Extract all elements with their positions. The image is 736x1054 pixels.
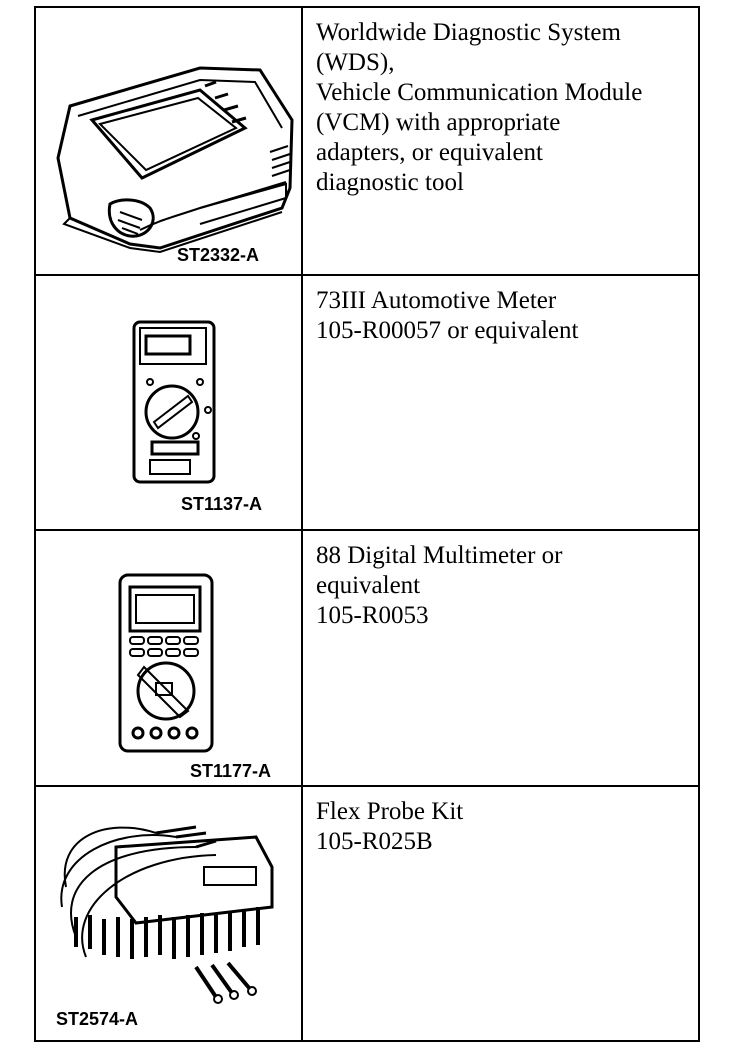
tool-description-cell bbox=[303, 8, 698, 274]
table-row bbox=[36, 276, 698, 531]
tool-illustration-cell bbox=[36, 276, 303, 529]
table-row bbox=[36, 8, 698, 276]
flex-probe-kit-icon bbox=[46, 797, 296, 1007]
tool-description: 73III Automotive Meter 105-R00057 or equivalent bbox=[316, 287, 579, 344]
tool-description-cell bbox=[303, 787, 698, 1040]
special-tools-table bbox=[34, 6, 700, 1042]
tool-description-cell bbox=[303, 276, 698, 529]
table-row bbox=[36, 531, 698, 787]
tool-code: ST1177-A bbox=[190, 761, 272, 781]
tool-code: ST2332-A bbox=[177, 245, 260, 265]
tool-description-cell bbox=[303, 531, 698, 785]
tool-code: ST2574-A bbox=[56, 1009, 139, 1029]
diagnostic-tablet-icon bbox=[50, 48, 290, 248]
tool-illustration-cell bbox=[36, 787, 303, 1040]
tool-illustration-cell bbox=[36, 8, 303, 274]
table-row bbox=[36, 787, 698, 1040]
tool-description: Flex Probe Kit 105-R025B bbox=[316, 798, 464, 855]
digital-multimeter-icon bbox=[116, 571, 216, 751]
automotive-meter-icon bbox=[130, 318, 220, 488]
tool-illustration-cell bbox=[36, 531, 303, 785]
tool-code: ST1137-A bbox=[181, 494, 263, 514]
tool-description: Worldwide Diagnostic System (WDS), Vehicle Communication Module (VCM) with appropriate adapters, or equivalent diagnostic tool bbox=[316, 19, 643, 196]
tool-description: 88 Digital Multimeter or equivalent 105-R0053 bbox=[316, 542, 563, 629]
